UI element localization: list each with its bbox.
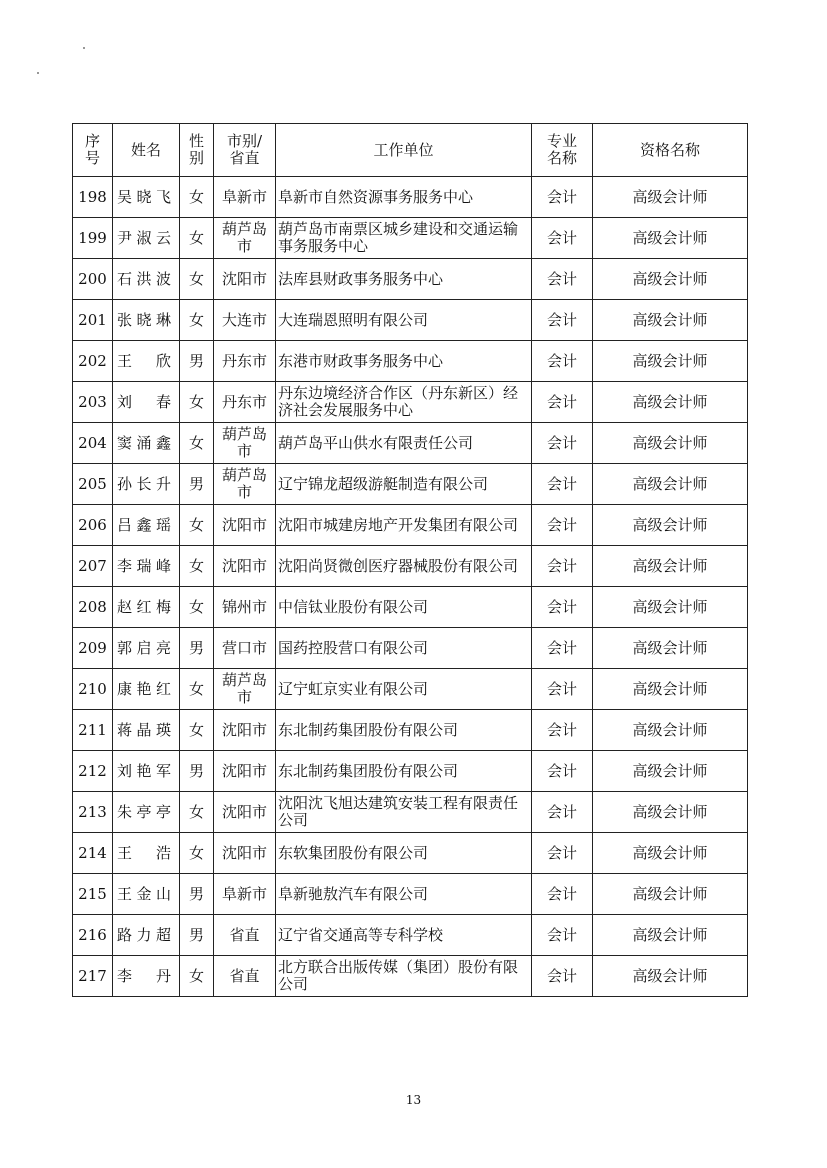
- cell-gender: 女: [180, 546, 214, 587]
- cell-serial-number: 199: [73, 218, 113, 259]
- cell-specialty: 会计: [532, 587, 593, 628]
- cell-name: 李瑞峰: [113, 546, 180, 587]
- cell-specialty: 会计: [532, 833, 593, 874]
- cell-name: 吴晓飞: [113, 177, 180, 218]
- cell-qualification: 高级会计师: [593, 218, 748, 259]
- table-row: [73, 792, 748, 833]
- cell-specialty: 会计: [532, 177, 593, 218]
- table-row: [73, 710, 748, 751]
- table-row: [73, 300, 748, 341]
- cell-qualification: 高级会计师: [593, 751, 748, 792]
- cell-specialty: 会计: [532, 464, 593, 505]
- cell-gender: 男: [180, 915, 214, 956]
- cell-name: 尹淑云: [113, 218, 180, 259]
- cell-serial-number: 204: [73, 423, 113, 464]
- table-row: [73, 751, 748, 792]
- cell-specialty: 会计: [532, 382, 593, 423]
- cell-gender: 女: [180, 423, 214, 464]
- cell-specialty: 会计: [532, 751, 593, 792]
- scan-speck: [83, 47, 85, 49]
- cell-qualification: 高级会计师: [593, 874, 748, 915]
- cell-serial-number: 209: [73, 628, 113, 669]
- header-qualification: 资格名称: [593, 124, 748, 177]
- cell-work-unit: 大连瑞恩照明有限公司: [276, 300, 532, 341]
- cell-name: 李丹: [113, 956, 180, 997]
- cell-work-unit: 法库县财政事务服务中心: [276, 259, 532, 300]
- cell-qualification: 高级会计师: [593, 259, 748, 300]
- cell-name: 路力超: [113, 915, 180, 956]
- cell-serial-number: 201: [73, 300, 113, 341]
- cell-city: 沈阳市: [214, 546, 276, 587]
- cell-qualification: 高级会计师: [593, 587, 748, 628]
- cell-gender: 女: [180, 956, 214, 997]
- cell-name: 刘春: [113, 382, 180, 423]
- cell-specialty: 会计: [532, 546, 593, 587]
- cell-city: 省直: [214, 956, 276, 997]
- cell-gender: 女: [180, 259, 214, 300]
- cell-gender: 男: [180, 628, 214, 669]
- cell-city: 大连市: [214, 300, 276, 341]
- cell-gender: 女: [180, 710, 214, 751]
- cell-specialty: 会计: [532, 628, 593, 669]
- cell-specialty: 会计: [532, 505, 593, 546]
- table-row: [73, 956, 748, 997]
- table-row: [73, 382, 748, 423]
- table-row: [73, 423, 748, 464]
- cell-gender: 女: [180, 382, 214, 423]
- cell-work-unit: 北方联合出版传媒（集团）股份有限公司: [276, 956, 532, 997]
- cell-gender: 男: [180, 874, 214, 915]
- cell-name: 王欣: [113, 341, 180, 382]
- cell-qualification: 高级会计师: [593, 792, 748, 833]
- cell-gender: 女: [180, 792, 214, 833]
- cell-serial-number: 198: [73, 177, 113, 218]
- cell-gender: 女: [180, 669, 214, 710]
- cell-qualification: 高级会计师: [593, 177, 748, 218]
- cell-city: 葫芦岛市: [214, 669, 276, 710]
- cell-gender: 女: [180, 177, 214, 218]
- cell-gender: 女: [180, 505, 214, 546]
- cell-work-unit: 阜新驰敖汽车有限公司: [276, 874, 532, 915]
- cell-work-unit: 葫芦岛市南票区城乡建设和交通运输事务服务中心: [276, 218, 532, 259]
- cell-qualification: 高级会计师: [593, 341, 748, 382]
- cell-name: 朱亭亭: [113, 792, 180, 833]
- cell-serial-number: 206: [73, 505, 113, 546]
- table-row: [73, 915, 748, 956]
- header-city: 市别/ 省直: [214, 124, 276, 177]
- cell-serial-number: 211: [73, 710, 113, 751]
- cell-serial-number: 213: [73, 792, 113, 833]
- cell-qualification: 高级会计师: [593, 833, 748, 874]
- cell-specialty: 会计: [532, 341, 593, 382]
- table-row: [73, 259, 748, 300]
- qualification-table: [72, 123, 748, 997]
- scan-speck: [37, 72, 39, 74]
- cell-specialty: 会计: [532, 669, 593, 710]
- cell-specialty: 会计: [532, 218, 593, 259]
- cell-qualification: 高级会计师: [593, 464, 748, 505]
- header-specialty: 专业 名称: [532, 124, 593, 177]
- cell-specialty: 会计: [532, 423, 593, 464]
- table-row: [73, 177, 748, 218]
- cell-work-unit: 东北制药集团股份有限公司: [276, 710, 532, 751]
- cell-city: 营口市: [214, 628, 276, 669]
- cell-work-unit: 辽宁锦龙超级游艇制造有限公司: [276, 464, 532, 505]
- header-work-unit: 工作单位: [276, 124, 532, 177]
- cell-city: 葫芦岛市: [214, 218, 276, 259]
- table-row: [73, 464, 748, 505]
- cell-work-unit: 沈阳沈飞旭达建筑安装工程有限责任公司: [276, 792, 532, 833]
- table-row: [73, 587, 748, 628]
- cell-gender: 女: [180, 587, 214, 628]
- cell-name: 吕鑫瑶: [113, 505, 180, 546]
- cell-specialty: 会计: [532, 259, 593, 300]
- cell-name: 王浩: [113, 833, 180, 874]
- cell-city: 沈阳市: [214, 833, 276, 874]
- cell-serial-number: 210: [73, 669, 113, 710]
- table-row: [73, 874, 748, 915]
- cell-name: 张晓琳: [113, 300, 180, 341]
- cell-gender: 男: [180, 751, 214, 792]
- cell-specialty: 会计: [532, 874, 593, 915]
- cell-city: 沈阳市: [214, 792, 276, 833]
- cell-qualification: 高级会计师: [593, 423, 748, 464]
- cell-city: 沈阳市: [214, 259, 276, 300]
- cell-qualification: 高级会计师: [593, 300, 748, 341]
- cell-qualification: 高级会计师: [593, 505, 748, 546]
- cell-qualification: 高级会计师: [593, 546, 748, 587]
- cell-gender: 女: [180, 833, 214, 874]
- cell-serial-number: 215: [73, 874, 113, 915]
- cell-work-unit: 丹东边境经济合作区（丹东新区）经济社会发展服务中心: [276, 382, 532, 423]
- cell-work-unit: 东北制药集团股份有限公司: [276, 751, 532, 792]
- cell-work-unit: 沈阳尚贤微创医疗器械股份有限公司: [276, 546, 532, 587]
- header-serial-number: 序 号: [73, 124, 113, 177]
- cell-qualification: 高级会计师: [593, 669, 748, 710]
- cell-serial-number: 208: [73, 587, 113, 628]
- cell-city: 沈阳市: [214, 505, 276, 546]
- cell-work-unit: 辽宁省交通高等专科学校: [276, 915, 532, 956]
- cell-city: 葫芦岛市: [214, 464, 276, 505]
- cell-work-unit: 辽宁虹京实业有限公司: [276, 669, 532, 710]
- cell-specialty: 会计: [532, 915, 593, 956]
- cell-specialty: 会计: [532, 956, 593, 997]
- cell-work-unit: 东软集团股份有限公司: [276, 833, 532, 874]
- page-number: 13: [405, 1093, 422, 1107]
- cell-specialty: 会计: [532, 710, 593, 751]
- cell-name: 蒋晶瑛: [113, 710, 180, 751]
- cell-name: 石洪波: [113, 259, 180, 300]
- cell-serial-number: 205: [73, 464, 113, 505]
- cell-gender: 女: [180, 300, 214, 341]
- header-gender: 性 别: [180, 124, 214, 177]
- cell-serial-number: 212: [73, 751, 113, 792]
- table-row: [73, 218, 748, 259]
- cell-city: 锦州市: [214, 587, 276, 628]
- table-row: [73, 341, 748, 382]
- table-header-row: [73, 124, 748, 177]
- cell-work-unit: 阜新市自然资源事务服务中心: [276, 177, 532, 218]
- cell-work-unit: 国药控股营口有限公司: [276, 628, 532, 669]
- cell-city: 丹东市: [214, 382, 276, 423]
- cell-city: 葫芦岛市: [214, 423, 276, 464]
- cell-work-unit: 中信钛业股份有限公司: [276, 587, 532, 628]
- cell-name: 孙长升: [113, 464, 180, 505]
- cell-serial-number: 203: [73, 382, 113, 423]
- cell-city: 沈阳市: [214, 710, 276, 751]
- cell-gender: 男: [180, 341, 214, 382]
- cell-city: 阜新市: [214, 874, 276, 915]
- header-name: 姓名: [113, 124, 180, 177]
- cell-name: 康艳红: [113, 669, 180, 710]
- cell-city: 阜新市: [214, 177, 276, 218]
- cell-city: 沈阳市: [214, 751, 276, 792]
- table-row: [73, 628, 748, 669]
- cell-specialty: 会计: [532, 792, 593, 833]
- cell-specialty: 会计: [532, 300, 593, 341]
- cell-qualification: 高级会计师: [593, 915, 748, 956]
- cell-qualification: 高级会计师: [593, 628, 748, 669]
- cell-serial-number: 202: [73, 341, 113, 382]
- cell-name: 刘艳军: [113, 751, 180, 792]
- table-row: [73, 546, 748, 587]
- cell-name: 赵红梅: [113, 587, 180, 628]
- cell-serial-number: 217: [73, 956, 113, 997]
- table-row: [73, 833, 748, 874]
- cell-qualification: 高级会计师: [593, 710, 748, 751]
- cell-serial-number: 214: [73, 833, 113, 874]
- table-row: [73, 669, 748, 710]
- cell-name: 王金山: [113, 874, 180, 915]
- cell-qualification: 高级会计师: [593, 382, 748, 423]
- table-row: [73, 505, 748, 546]
- cell-gender: 男: [180, 464, 214, 505]
- cell-serial-number: 207: [73, 546, 113, 587]
- cell-city: 丹东市: [214, 341, 276, 382]
- cell-name: 窦涌鑫: [113, 423, 180, 464]
- cell-work-unit: 葫芦岛平山供水有限责任公司: [276, 423, 532, 464]
- cell-qualification: 高级会计师: [593, 956, 748, 997]
- table-body: [73, 177, 748, 997]
- cell-name: 郭启亮: [113, 628, 180, 669]
- cell-city: 省直: [214, 915, 276, 956]
- cell-gender: 女: [180, 218, 214, 259]
- cell-work-unit: 沈阳市城建房地产开发集团有限公司: [276, 505, 532, 546]
- cell-work-unit: 东港市财政事务服务中心: [276, 341, 532, 382]
- cell-serial-number: 200: [73, 259, 113, 300]
- cell-serial-number: 216: [73, 915, 113, 956]
